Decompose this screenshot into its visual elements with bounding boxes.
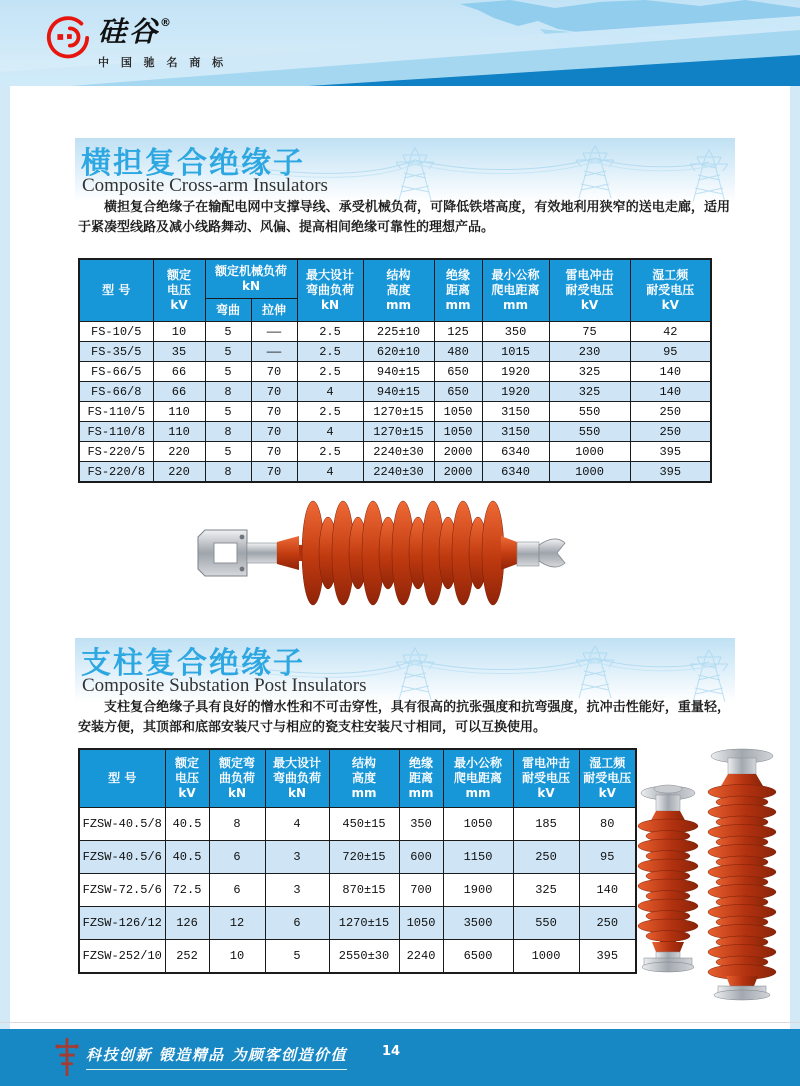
table-cell: FS-110/5 [79, 402, 153, 422]
left-margin-band [0, 86, 10, 1029]
table2-header [79, 749, 636, 808]
table-cell: 395 [630, 462, 711, 483]
table-row [79, 874, 636, 907]
table-cell: 2.5 [297, 362, 363, 382]
col-min-creepage: 最小公称 爬电距离 mm [482, 259, 549, 322]
col-bend: 弯曲 [205, 299, 251, 322]
page-number: 14 [382, 1044, 401, 1059]
table-cell: FZSW-40.5/8 [79, 808, 165, 841]
table-row [79, 342, 711, 362]
table-cell: 40.5 [165, 841, 209, 874]
table-cell: FZSW-40.5/6 [79, 841, 165, 874]
table-cell: 350 [482, 322, 549, 342]
footer-slogan: 科技创新 锻造精品 为顾客创造价值 [86, 1044, 347, 1070]
table-cell: 5 [205, 442, 251, 462]
company-logo [44, 14, 227, 70]
table-cell: 5 [205, 342, 251, 362]
table-cell: 3150 [482, 422, 549, 442]
table-cell: 2.5 [297, 402, 363, 422]
table-cell: 75 [549, 322, 630, 342]
table-cell: 3150 [482, 402, 549, 422]
table1-header [79, 259, 711, 322]
table-cell: 70 [251, 422, 297, 442]
col-model: 型 号 [79, 749, 165, 808]
table-cell: 550 [549, 422, 630, 442]
registered-mark: ® [160, 16, 172, 29]
table-cell: 450±15 [329, 808, 399, 841]
col-insulation-distance: 绝缘 距离 mm [399, 749, 443, 808]
table-row [79, 462, 711, 483]
table-row [79, 907, 636, 940]
table-cell: 6 [265, 907, 329, 940]
table-cell: 395 [630, 442, 711, 462]
col-structure-height: 结构 高度 mm [363, 259, 434, 322]
section2-title-cn: 支柱复合绝缘子 [81, 646, 305, 681]
table-cell: 650 [434, 382, 482, 402]
table-cell: FS-110/8 [79, 422, 153, 442]
table-cell: 1270±15 [363, 402, 434, 422]
table-cell: 8 [205, 382, 251, 402]
table-cell: 1900 [443, 874, 513, 907]
col-rated-bend-load: 额定弯 曲负荷 kN [209, 749, 265, 808]
table-cell: 1050 [399, 907, 443, 940]
table-cell: FS-66/5 [79, 362, 153, 382]
table-cell: 1000 [549, 462, 630, 483]
table-cell: FZSW-252/10 [79, 940, 165, 974]
table-cell: FS-66/8 [79, 382, 153, 402]
table-cell: 350 [399, 808, 443, 841]
section2-description: 支柱复合绝缘子具有良好的憎水性和不可击穿性，具有很高的抗张强度和抗弯强度，抗冲击性能好，重量轻，安装方便，其顶部和底部安装尺寸与相应的瓷支柱安装尺寸相同，可以互换使用。 [78, 700, 730, 735]
table2-body [79, 808, 636, 974]
table-cell: 250 [630, 402, 711, 422]
table-cell: 1920 [482, 362, 549, 382]
table-row [79, 940, 636, 974]
table-cell: 3 [265, 841, 329, 874]
table-row [79, 362, 711, 382]
table-cell: 4 [297, 382, 363, 402]
table-cell: 4 [297, 422, 363, 442]
table-cell: 1000 [513, 940, 579, 974]
table-cell: 125 [434, 322, 482, 342]
table-cell: 5 [265, 940, 329, 974]
table-cell: 220 [153, 442, 205, 462]
table-cell: 8 [205, 422, 251, 442]
table-cell: 230 [549, 342, 630, 362]
table-cell: 250 [630, 422, 711, 442]
table-cell: FZSW-72.5/6 [79, 874, 165, 907]
table-cell: 140 [579, 874, 636, 907]
table-cell: FS-35/5 [79, 342, 153, 362]
col-insulation-distance: 绝缘 距离 mm [434, 259, 482, 322]
section2-title-band [75, 638, 735, 702]
table-row [79, 382, 711, 402]
table-cell: 225±10 [363, 322, 434, 342]
table-cell: 550 [549, 402, 630, 422]
table-cell: 395 [579, 940, 636, 974]
table-cell: 1270±15 [363, 422, 434, 442]
table-cell: 1150 [443, 841, 513, 874]
table-cell: 95 [579, 841, 636, 874]
table-row [79, 402, 711, 422]
table-cell: 325 [549, 362, 630, 382]
table-cell: 6 [209, 874, 265, 907]
table-cell: 6340 [482, 442, 549, 462]
col-min-creepage: 最小公称 爬电距离 mm [443, 749, 513, 808]
table-cell: 6500 [443, 940, 513, 974]
table-cell: 2240 [399, 940, 443, 974]
table1-body [79, 322, 711, 483]
table-cell: 42 [630, 322, 711, 342]
table-cell: 252 [165, 940, 209, 974]
section1-title-en: Composite Cross-arm Insulators [82, 175, 328, 196]
post-spec-table [78, 748, 637, 974]
table-cell: 720±15 [329, 841, 399, 874]
crossarm-spec-table [78, 258, 712, 483]
table-cell: 95 [630, 342, 711, 362]
table-cell: FS-220/5 [79, 442, 153, 462]
brand-tagline: 中 国 驰 名 商 标 [98, 56, 228, 70]
table-cell: 2.5 [297, 322, 363, 342]
table-cell: 6 [209, 841, 265, 874]
table-cell: 650 [434, 362, 482, 382]
section2-title-en: Composite Substation Post Insulators [82, 675, 367, 696]
table-cell: 66 [153, 382, 205, 402]
table-cell: FS-220/8 [79, 462, 153, 483]
col-rated-mech-load: 额定机械负荷 kN [205, 259, 297, 299]
table-cell: 3 [265, 874, 329, 907]
table-cell: 1920 [482, 382, 549, 402]
col-rated-voltage: 额定 电压 kV [165, 749, 209, 808]
brand-text-block [98, 14, 227, 70]
brand-name: 硅谷 [98, 15, 161, 48]
table-cell: 70 [251, 362, 297, 382]
table-cell: 250 [579, 907, 636, 940]
table-cell: 10 [209, 940, 265, 974]
table-cell: 185 [513, 808, 579, 841]
table-cell: 2240±30 [363, 462, 434, 483]
table-cell: 1050 [434, 402, 482, 422]
table-cell: FZSW-126/12 [79, 907, 165, 940]
section1-title-band [75, 138, 735, 202]
table-cell: 325 [549, 382, 630, 402]
table-cell: 2550±30 [329, 940, 399, 974]
table-cell: FS-10/5 [79, 322, 153, 342]
table-cell: 70 [251, 402, 297, 422]
table-cell: 620±10 [363, 342, 434, 362]
footer-divider [0, 1022, 800, 1023]
table-cell: 550 [513, 907, 579, 940]
table-cell: 1270±15 [329, 907, 399, 940]
table-row [79, 442, 711, 462]
table-cell: 5 [205, 322, 251, 342]
table-cell: 480 [434, 342, 482, 362]
col-tension: 拉伸 [251, 299, 297, 322]
table-cell: 3500 [443, 907, 513, 940]
table-cell: 5 [205, 362, 251, 382]
table-cell: 4 [265, 808, 329, 841]
col-rated-voltage: 额定 电压 kV [153, 259, 205, 322]
table-cell: 110 [153, 402, 205, 422]
table-cell: 2.5 [297, 442, 363, 462]
page-header [0, 0, 800, 86]
logo-icon [44, 14, 90, 60]
table-cell: 1050 [443, 808, 513, 841]
table-row [79, 808, 636, 841]
table-cell: 70 [251, 462, 297, 483]
table-cell: 10 [153, 322, 205, 342]
table-cell: 66 [153, 362, 205, 382]
col-max-design-bend: 最大设计 弯曲负荷 kN [297, 259, 363, 322]
table-cell: 5 [205, 402, 251, 422]
table-cell: 126 [165, 907, 209, 940]
table-cell: 2240±30 [363, 442, 434, 462]
table-cell: 72.5 [165, 874, 209, 907]
table-cell: 4 [297, 462, 363, 483]
table-cell: 940±15 [363, 362, 434, 382]
table-cell: 8 [205, 462, 251, 483]
footer-insulator-icon [54, 1036, 80, 1078]
table-cell: 8 [209, 808, 265, 841]
col-max-design-bend: 最大设计 弯曲负荷 kN [265, 749, 329, 808]
table-row [79, 841, 636, 874]
table-row [79, 322, 711, 342]
section1-title-cn: 横担复合绝缘子 [81, 146, 305, 181]
col-wet-pf-withstand: 湿工频 耐受电压 kV [630, 259, 711, 322]
page-footer [0, 1029, 800, 1086]
table-cell: 2.5 [297, 342, 363, 362]
table-cell: 80 [579, 808, 636, 841]
post-insulators-photo [626, 744, 794, 1002]
col-lightning-withstand: 雷电冲击 耐受电压 kV [549, 259, 630, 322]
table-cell: 70 [251, 382, 297, 402]
table-cell: —— [251, 322, 297, 342]
table-cell: 70 [251, 442, 297, 462]
table-cell: 700 [399, 874, 443, 907]
table-cell: 1015 [482, 342, 549, 362]
cross-arm-insulator-photo [195, 486, 567, 622]
table-cell: 6340 [482, 462, 549, 483]
table-cell: 12 [209, 907, 265, 940]
table-cell: —— [251, 342, 297, 362]
table-cell: 140 [630, 382, 711, 402]
table-cell: 35 [153, 342, 205, 362]
table-cell: 325 [513, 874, 579, 907]
table-cell: 110 [153, 422, 205, 442]
table-cell: 250 [513, 841, 579, 874]
col-wet-pf-withstand: 湿工频 耐受电压 kV [579, 749, 636, 808]
col-lightning-withstand: 雷电冲击 耐受电压 kV [513, 749, 579, 808]
col-model: 型 号 [79, 259, 153, 322]
table-cell: 40.5 [165, 808, 209, 841]
table-cell: 1050 [434, 422, 482, 442]
table-cell: 1000 [549, 442, 630, 462]
table-cell: 600 [399, 841, 443, 874]
section1-description: 横担复合绝缘子在输配电网中支撑导线、承受机械负荷，可降低铁塔高度，有效地利用狭窄的送电走廊，适用于紧凑型线路及减小线路舞动、风偏、提高相间绝缘可靠性的理想产品。 [78, 200, 730, 235]
col-structure-height: 结构 高度 mm [329, 749, 399, 808]
table-cell: 2000 [434, 462, 482, 483]
table-cell: 220 [153, 462, 205, 483]
table-row [79, 422, 711, 442]
table-cell: 2000 [434, 442, 482, 462]
table-cell: 940±15 [363, 382, 434, 402]
table-cell: 140 [630, 362, 711, 382]
table-cell: 870±15 [329, 874, 399, 907]
